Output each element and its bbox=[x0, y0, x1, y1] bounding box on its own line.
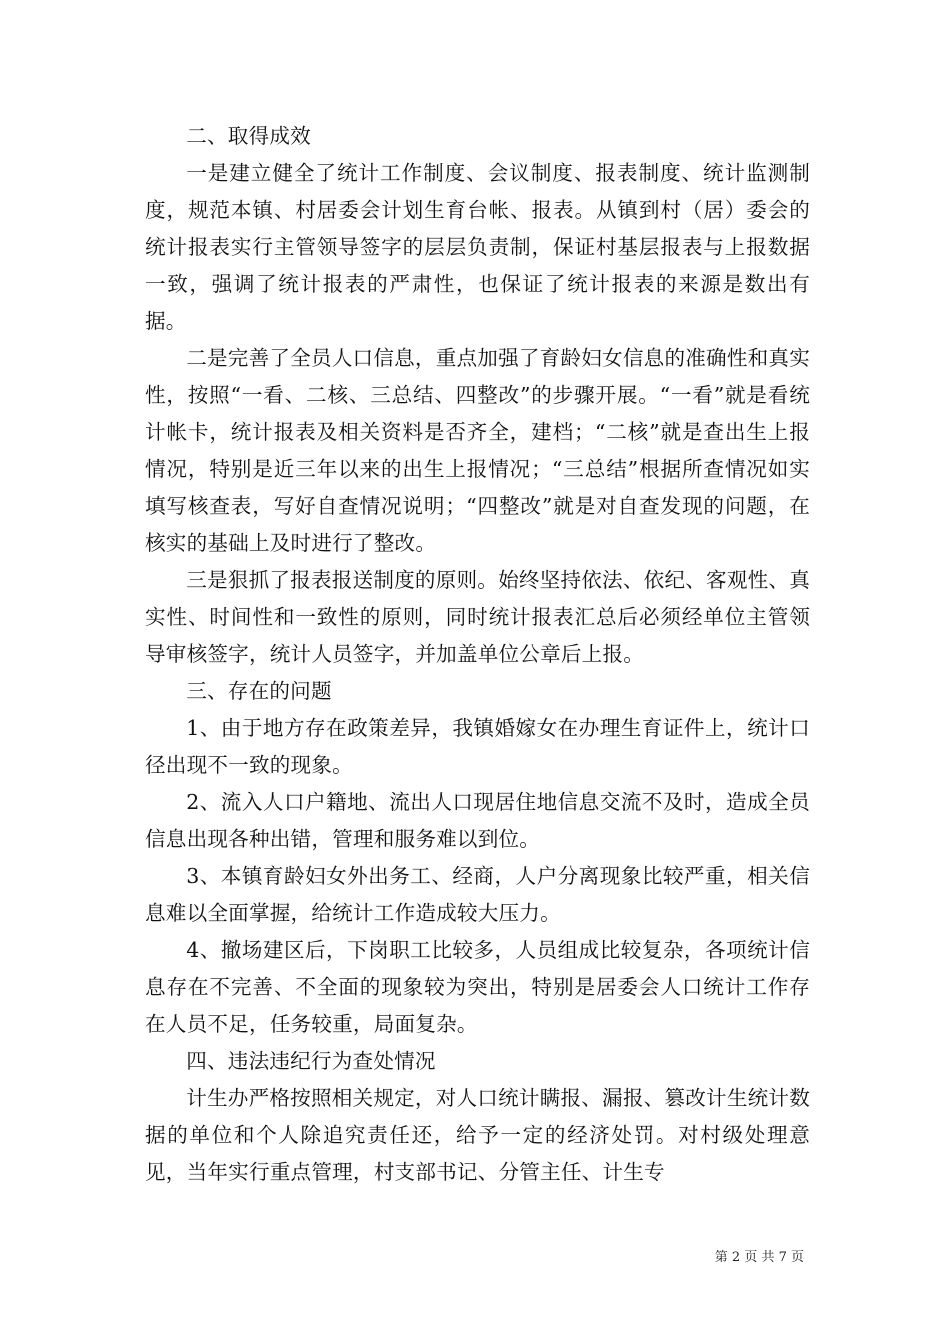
paragraph-problem-4: 4、撤场建区后，下岗职工比较多，人员组成比较复杂，各项统计信息存在不完善、不全面的现象较为突出，特别是居委会人口统计工作存在人员不足，任务较重，局面复杂。 bbox=[145, 938, 810, 1036]
section-heading-achievements: 二、取得成效 bbox=[186, 124, 311, 148]
paragraph-problem-2: 2、流入人口户籍地、流出人口现居住地信息交流不及时，造成全员信息出现各种出错，管理和服务难以到位。 bbox=[145, 790, 810, 851]
section-heading-problems: 三、存在的问题 bbox=[186, 679, 332, 703]
paragraph-problem-1: 1、由于地方存在政策差异，我镇婚嫁女在办理生育证件上，统计口径出现不一致的现象。 bbox=[145, 716, 810, 777]
document-body bbox=[145, 118, 810, 1191]
section-heading-violations: 四、违法违纪行为查处情况 bbox=[186, 1049, 436, 1073]
paragraph-statistics-system: 一是建立健全了统计工作制度、会议制度、报表制度、统计监测制度，规范本镇、村居委会计划生育台帐、报表。从镇到村（居）委会的统计报表实行主管领导签字的层层负责制，保证村基层报表与上报数据一致，强调了统计报表的严肃性，也保证了统计报表的来源是数出有据。 bbox=[145, 161, 810, 333]
paragraph-population-info: 二是完善了全员人口信息，重点加强了育龄妇女信息的准确性和真实性，按照“一看、二核、三总结、四整改”的步骤开展。“一看”就是看统计帐卡，统计报表及相关资料是否齐全，建档；“二核”就是查出生上报情况，特别是近三年以来的出生上报情况；“三总结”根据所查情况如实填写核查表，写好自查情况说明；“四整改”就是对自查发现的问题，在核实的基础上及时进行了整改。 bbox=[145, 346, 810, 555]
page-number: 第 2 页 共 7 页 bbox=[714, 1250, 804, 1265]
paragraph-problem-3: 3、本镇育龄妇女外出务工、经商，人户分离现象比较严重，相关信息难以全面掌握，给统计工作造成较大压力。 bbox=[145, 864, 810, 925]
paragraph-report-principles: 三是狠抓了报表报送制度的原则。始终坚持依法、依纪、客观性、真实性、时间性和一致性的原则，同时统计报表汇总后必须经单位主管领导审核签字，统计人员签字，并加盖单位公章后上报。 bbox=[145, 568, 810, 666]
paragraph-violations: 计生办严格按照相关规定，对人口统计瞒报、漏报、篡改计生统计数据的单位和个人除追究责任还，给予一定的经济处罚。对村级处理意见，当年实行重点管理，村支部书记、分管主任、计生专 bbox=[145, 1086, 810, 1184]
